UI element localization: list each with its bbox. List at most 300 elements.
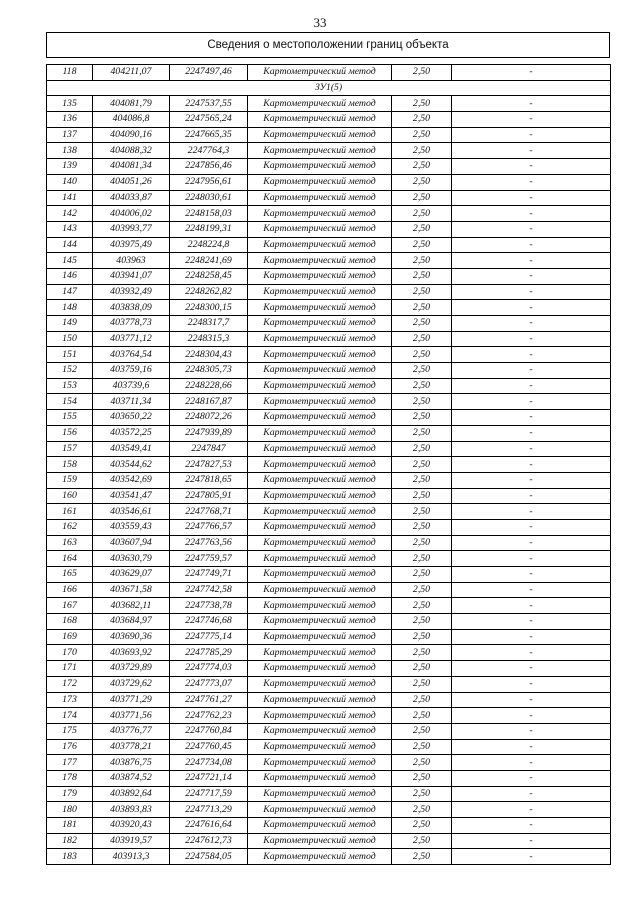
cell-coord-x: 403776,77	[93, 723, 170, 739]
cell-point-number: 174	[47, 708, 93, 724]
table-row	[47, 378, 611, 394]
cell-coord-x: 403764,54	[93, 347, 170, 363]
cell-coord-x: 403729,89	[93, 661, 170, 677]
table-row	[47, 221, 611, 237]
cell-coord-x: 403778,21	[93, 739, 170, 755]
cell-accuracy: 2,50	[392, 629, 452, 645]
cell-accuracy: 2,50	[392, 582, 452, 598]
cell-description: -	[452, 253, 611, 269]
cell-point-number: 139	[47, 159, 93, 175]
cell-coord-y: 2248072,26	[170, 410, 248, 426]
cell-coord-x: 403771,12	[93, 331, 170, 347]
cell-point-number: 152	[47, 363, 93, 379]
cell-point-number: 142	[47, 206, 93, 222]
cell-point-number: 148	[47, 300, 93, 316]
cell-description: -	[452, 567, 611, 583]
cell-coord-y: 2247717,59	[170, 786, 248, 802]
cell-method: Картометрический метод	[248, 268, 392, 284]
cell-description: -	[452, 504, 611, 520]
cell-method: Картометрический метод	[248, 708, 392, 724]
cell-coord-y: 2247805,91	[170, 488, 248, 504]
cell-point-number: 137	[47, 127, 93, 143]
cell-coord-x: 404211,07	[93, 65, 170, 81]
table-row	[47, 614, 611, 630]
cell-accuracy: 2,50	[392, 190, 452, 206]
cell-point-number: 169	[47, 629, 93, 645]
cell-description: -	[452, 441, 611, 457]
cell-point-number: 164	[47, 551, 93, 567]
cell-accuracy: 2,50	[392, 159, 452, 175]
cell-point-number: 150	[47, 331, 93, 347]
table-row	[47, 676, 611, 692]
cell-method: Картометрический метод	[248, 519, 392, 535]
cell-accuracy: 2,50	[392, 394, 452, 410]
cell-method: Картометрический метод	[248, 770, 392, 786]
cell-accuracy: 2,50	[392, 692, 452, 708]
cell-point-number: 161	[47, 504, 93, 520]
cell-coord-y: 2247537,55	[170, 96, 248, 112]
cell-description: -	[452, 300, 611, 316]
cell-coord-y: 2247764,3	[170, 143, 248, 159]
cell-accuracy: 2,50	[392, 488, 452, 504]
cell-coord-x: 403759,16	[93, 363, 170, 379]
cell-description: -	[452, 661, 611, 677]
table-row	[47, 425, 611, 441]
cell-method: Картометрический метод	[248, 504, 392, 520]
cell-coord-x: 403729,62	[93, 676, 170, 692]
cell-description: -	[452, 284, 611, 300]
cell-description: -	[452, 676, 611, 692]
cell-accuracy: 2,50	[392, 425, 452, 441]
cell-point-number: 178	[47, 770, 93, 786]
cell-description: -	[452, 598, 611, 614]
cell-coord-x: 403711,34	[93, 394, 170, 410]
cell-accuracy: 2,50	[392, 221, 452, 237]
cell-method: Картометрический метод	[248, 472, 392, 488]
section-subheader-row	[47, 80, 611, 96]
cell-coord-y: 2247856,46	[170, 159, 248, 175]
table-row	[47, 802, 611, 818]
cell-point-number: 171	[47, 661, 93, 677]
cell-coord-x: 403630,79	[93, 551, 170, 567]
cell-coord-x: 403975,49	[93, 237, 170, 253]
cell-description: -	[452, 268, 611, 284]
cell-coord-x: 403913,3	[93, 849, 170, 865]
table-row	[47, 190, 611, 206]
cell-method: Картометрический метод	[248, 378, 392, 394]
cell-description: -	[452, 551, 611, 567]
cell-coord-y: 2247775,14	[170, 629, 248, 645]
table-row	[47, 692, 611, 708]
cell-method: Картометрический метод	[248, 535, 392, 551]
cell-description: -	[452, 394, 611, 410]
cell-point-number: 157	[47, 441, 93, 457]
cell-point-number: 170	[47, 645, 93, 661]
cell-description: -	[452, 833, 611, 849]
cell-method: Картометрический метод	[248, 221, 392, 237]
cell-description: -	[452, 535, 611, 551]
page-number: 33	[313, 15, 327, 30]
table-row	[47, 300, 611, 316]
cell-coord-y: 2247746,68	[170, 614, 248, 630]
cell-method: Картометрический метод	[248, 802, 392, 818]
table-row	[47, 708, 611, 724]
cell-coord-y: 2248199,31	[170, 221, 248, 237]
cell-method: Картометрический метод	[248, 96, 392, 112]
cell-method: Картометрический метод	[248, 206, 392, 222]
cell-coord-y: 2248262,82	[170, 284, 248, 300]
cell-method: Картометрический метод	[248, 300, 392, 316]
cell-point-number: 179	[47, 786, 93, 802]
cell-coord-x: 404081,34	[93, 159, 170, 175]
cell-description: -	[452, 645, 611, 661]
table-row	[47, 472, 611, 488]
cell-description: -	[452, 770, 611, 786]
cell-description: -	[452, 629, 611, 645]
table-row	[47, 488, 611, 504]
cell-accuracy: 2,50	[392, 410, 452, 426]
cell-point-number: 163	[47, 535, 93, 551]
cell-point-number: 136	[47, 112, 93, 128]
table-row	[47, 237, 611, 253]
cell-description: -	[452, 190, 611, 206]
cell-point-number: 182	[47, 833, 93, 849]
cell-description: -	[452, 755, 611, 771]
cell-coord-x: 404090,16	[93, 127, 170, 143]
cell-accuracy: 2,50	[392, 96, 452, 112]
cell-point-number: 159	[47, 472, 93, 488]
cell-coord-y: 2247734,08	[170, 755, 248, 771]
cell-coord-y: 2247665,35	[170, 127, 248, 143]
table-title: Сведения о местоположении границ объекта	[207, 39, 449, 51]
cell-method: Картометрический метод	[248, 582, 392, 598]
cell-coord-y: 2247818,65	[170, 472, 248, 488]
cell-accuracy: 2,50	[392, 849, 452, 865]
cell-method: Картометрический метод	[248, 347, 392, 363]
cell-coord-x: 403920,43	[93, 818, 170, 834]
cell-coord-y: 2247762,23	[170, 708, 248, 724]
coordinates-table-body	[47, 65, 611, 865]
cell-description: -	[452, 363, 611, 379]
cell-point-number: 118	[47, 65, 93, 81]
cell-coord-x: 404081,79	[93, 96, 170, 112]
cell-method: Картометрический метод	[248, 833, 392, 849]
cell-coord-y: 2247774,03	[170, 661, 248, 677]
table-row	[47, 519, 611, 535]
cell-accuracy: 2,50	[392, 347, 452, 363]
cell-point-number: 145	[47, 253, 93, 269]
cell-accuracy: 2,50	[392, 504, 452, 520]
cell-method: Картометрический метод	[248, 159, 392, 175]
cell-method: Картометрический метод	[248, 786, 392, 802]
cell-accuracy: 2,50	[392, 739, 452, 755]
table-row	[47, 253, 611, 269]
cell-description: -	[452, 159, 611, 175]
cell-description: -	[452, 457, 611, 473]
cell-coord-x: 404006,02	[93, 206, 170, 222]
cell-method: Картометрический метод	[248, 441, 392, 457]
cell-accuracy: 2,50	[392, 833, 452, 849]
cell-coord-y: 2247584,05	[170, 849, 248, 865]
table-row	[47, 629, 611, 645]
cell-method: Картометрический метод	[248, 112, 392, 128]
cell-coord-y: 2248304,43	[170, 347, 248, 363]
cell-coord-y: 2248317,7	[170, 316, 248, 332]
cell-method: Картометрический метод	[248, 284, 392, 300]
cell-coord-x: 403546,61	[93, 504, 170, 520]
cell-coord-x: 403682,11	[93, 598, 170, 614]
cell-method: Картометрический метод	[248, 143, 392, 159]
cell-coord-x: 403919,57	[93, 833, 170, 849]
table-row	[47, 661, 611, 677]
table-row	[47, 174, 611, 190]
cell-accuracy: 2,50	[392, 300, 452, 316]
cell-description: -	[452, 708, 611, 724]
table-row	[47, 582, 611, 598]
cell-point-number: 166	[47, 582, 93, 598]
cell-coord-x: 403778,73	[93, 316, 170, 332]
table-row	[47, 645, 611, 661]
cell-coord-y: 2248305,73	[170, 363, 248, 379]
cell-coord-x: 403941,07	[93, 268, 170, 284]
cell-coord-y: 2247616,64	[170, 818, 248, 834]
cell-accuracy: 2,50	[392, 316, 452, 332]
cell-coord-x: 404088,32	[93, 143, 170, 159]
cell-accuracy: 2,50	[392, 112, 452, 128]
cell-coord-y: 2247738,78	[170, 598, 248, 614]
section-subheader: ЗУ1(5)	[47, 80, 611, 96]
cell-coord-y: 2248158,03	[170, 206, 248, 222]
cell-point-number: 156	[47, 425, 93, 441]
cell-accuracy: 2,50	[392, 567, 452, 583]
cell-accuracy: 2,50	[392, 676, 452, 692]
cell-description: -	[452, 96, 611, 112]
cell-coord-y: 2248241,69	[170, 253, 248, 269]
table-row	[47, 849, 611, 865]
cell-method: Картометрический метод	[248, 331, 392, 347]
cell-description: -	[452, 347, 611, 363]
cell-coord-x: 403572,25	[93, 425, 170, 441]
cell-coord-x: 403739,6	[93, 378, 170, 394]
cell-description: -	[452, 331, 611, 347]
cell-description: -	[452, 472, 611, 488]
table-row	[47, 770, 611, 786]
cell-accuracy: 2,50	[392, 174, 452, 190]
cell-point-number: 143	[47, 221, 93, 237]
cell-coord-y: 2247742,58	[170, 582, 248, 598]
cell-coord-x: 403684,97	[93, 614, 170, 630]
cell-method: Картометрический метод	[248, 488, 392, 504]
cell-coord-y: 2247565,24	[170, 112, 248, 128]
cell-coord-y: 2247749,71	[170, 567, 248, 583]
cell-description: -	[452, 818, 611, 834]
cell-accuracy: 2,50	[392, 253, 452, 269]
cell-point-number: 144	[47, 237, 93, 253]
cell-accuracy: 2,50	[392, 378, 452, 394]
table-row	[47, 268, 611, 284]
cell-description: -	[452, 488, 611, 504]
cell-coord-y: 2247760,84	[170, 723, 248, 739]
cell-accuracy: 2,50	[392, 457, 452, 473]
cell-description: -	[452, 739, 611, 755]
cell-coord-y: 2247773,07	[170, 676, 248, 692]
table-row	[47, 567, 611, 583]
cell-method: Картометрический метод	[248, 551, 392, 567]
cell-coord-y: 2247956,61	[170, 174, 248, 190]
cell-coord-x: 403671,58	[93, 582, 170, 598]
table-row	[47, 65, 611, 81]
table-row	[47, 739, 611, 755]
table-header	[46, 32, 610, 58]
cell-point-number: 149	[47, 316, 93, 332]
cell-point-number: 180	[47, 802, 93, 818]
cell-description: -	[452, 410, 611, 426]
table-row	[47, 786, 611, 802]
cell-method: Картометрический метод	[248, 598, 392, 614]
cell-point-number: 162	[47, 519, 93, 535]
cell-coord-x: 403693,92	[93, 645, 170, 661]
cell-coord-x: 403892,64	[93, 786, 170, 802]
cell-coord-x: 403549,41	[93, 441, 170, 457]
cell-accuracy: 2,50	[392, 284, 452, 300]
cell-coord-x: 403874,52	[93, 770, 170, 786]
table-row	[47, 112, 611, 128]
cell-description: -	[452, 425, 611, 441]
cell-method: Картометрический метод	[248, 363, 392, 379]
cell-point-number: 165	[47, 567, 93, 583]
cell-description: -	[452, 237, 611, 253]
cell-method: Картометрический метод	[248, 237, 392, 253]
cell-accuracy: 2,50	[392, 661, 452, 677]
cell-coord-x: 404051,26	[93, 174, 170, 190]
cell-accuracy: 2,50	[392, 770, 452, 786]
cell-point-number: 181	[47, 818, 93, 834]
cell-accuracy: 2,50	[392, 551, 452, 567]
cell-description: -	[452, 221, 611, 237]
cell-accuracy: 2,50	[392, 268, 452, 284]
cell-method: Картометрический метод	[248, 661, 392, 677]
cell-coord-x: 403876,75	[93, 755, 170, 771]
cell-coord-x: 403838,09	[93, 300, 170, 316]
cell-accuracy: 2,50	[392, 786, 452, 802]
cell-method: Картометрический метод	[248, 410, 392, 426]
cell-coord-x: 403544,62	[93, 457, 170, 473]
cell-coord-y: 2248228,66	[170, 378, 248, 394]
cell-coord-y: 2248167,87	[170, 394, 248, 410]
cell-point-number: 175	[47, 723, 93, 739]
cell-point-number: 135	[47, 96, 93, 112]
cell-method: Картометрический метод	[248, 174, 392, 190]
cell-coord-y: 2248030,61	[170, 190, 248, 206]
table-row	[47, 833, 611, 849]
cell-description: -	[452, 849, 611, 865]
cell-method: Картометрический метод	[248, 457, 392, 473]
cell-coord-y: 2247785,29	[170, 645, 248, 661]
cell-accuracy: 2,50	[392, 723, 452, 739]
cell-coord-y: 2247847	[170, 441, 248, 457]
table-row	[47, 331, 611, 347]
table-row	[47, 535, 611, 551]
cell-coord-y: 2247713,29	[170, 802, 248, 818]
cell-method: Картометрический метод	[248, 316, 392, 332]
cell-description: -	[452, 723, 611, 739]
coordinates-table	[46, 64, 611, 865]
cell-coord-x: 403559,43	[93, 519, 170, 535]
cell-coord-y: 2247497,46	[170, 65, 248, 81]
cell-coord-x: 403771,56	[93, 708, 170, 724]
cell-point-number: 141	[47, 190, 93, 206]
cell-coord-x: 403993,77	[93, 221, 170, 237]
cell-coord-x: 403963	[93, 253, 170, 269]
cell-method: Картометрический метод	[248, 65, 392, 81]
cell-method: Картометрический метод	[248, 253, 392, 269]
cell-accuracy: 2,50	[392, 127, 452, 143]
cell-accuracy: 2,50	[392, 206, 452, 222]
cell-point-number: 147	[47, 284, 93, 300]
cell-accuracy: 2,50	[392, 614, 452, 630]
table-row	[47, 551, 611, 567]
cell-coord-y: 2247763,56	[170, 535, 248, 551]
cell-coord-y: 2248300,15	[170, 300, 248, 316]
table-row	[47, 143, 611, 159]
cell-method: Картометрический метод	[248, 755, 392, 771]
table-row	[47, 363, 611, 379]
cell-description: -	[452, 65, 611, 81]
cell-coord-x: 404033,87	[93, 190, 170, 206]
cell-accuracy: 2,50	[392, 441, 452, 457]
cell-description: -	[452, 112, 611, 128]
cell-method: Картометрический метод	[248, 614, 392, 630]
cell-coord-x: 403690,36	[93, 629, 170, 645]
cell-point-number: 160	[47, 488, 93, 504]
cell-point-number: 154	[47, 394, 93, 410]
table-row	[47, 394, 611, 410]
cell-coord-x: 403893,83	[93, 802, 170, 818]
cell-method: Картометрический метод	[248, 567, 392, 583]
cell-description: -	[452, 582, 611, 598]
cell-point-number: 183	[47, 849, 93, 865]
cell-accuracy: 2,50	[392, 331, 452, 347]
cell-point-number: 172	[47, 676, 93, 692]
cell-description: -	[452, 786, 611, 802]
cell-point-number: 177	[47, 755, 93, 771]
cell-description: -	[452, 692, 611, 708]
table-row	[47, 284, 611, 300]
table-row	[47, 316, 611, 332]
cell-description: -	[452, 143, 611, 159]
cell-accuracy: 2,50	[392, 755, 452, 771]
cell-method: Картометрический метод	[248, 849, 392, 865]
cell-accuracy: 2,50	[392, 708, 452, 724]
table-row	[47, 723, 611, 739]
cell-point-number: 173	[47, 692, 93, 708]
cell-coord-x: 403607,94	[93, 535, 170, 551]
table-row	[47, 818, 611, 834]
cell-accuracy: 2,50	[392, 535, 452, 551]
cell-coord-x: 404086,8	[93, 112, 170, 128]
cell-coord-x: 403541,47	[93, 488, 170, 504]
cell-coord-y: 2247827,53	[170, 457, 248, 473]
cell-accuracy: 2,50	[392, 645, 452, 661]
cell-coord-y: 2247761,27	[170, 692, 248, 708]
cell-point-number: 146	[47, 268, 93, 284]
cell-accuracy: 2,50	[392, 519, 452, 535]
table-row	[47, 159, 611, 175]
cell-point-number: 138	[47, 143, 93, 159]
cell-coord-y: 2247759,57	[170, 551, 248, 567]
cell-description: -	[452, 614, 611, 630]
cell-coord-y: 2247768,71	[170, 504, 248, 520]
